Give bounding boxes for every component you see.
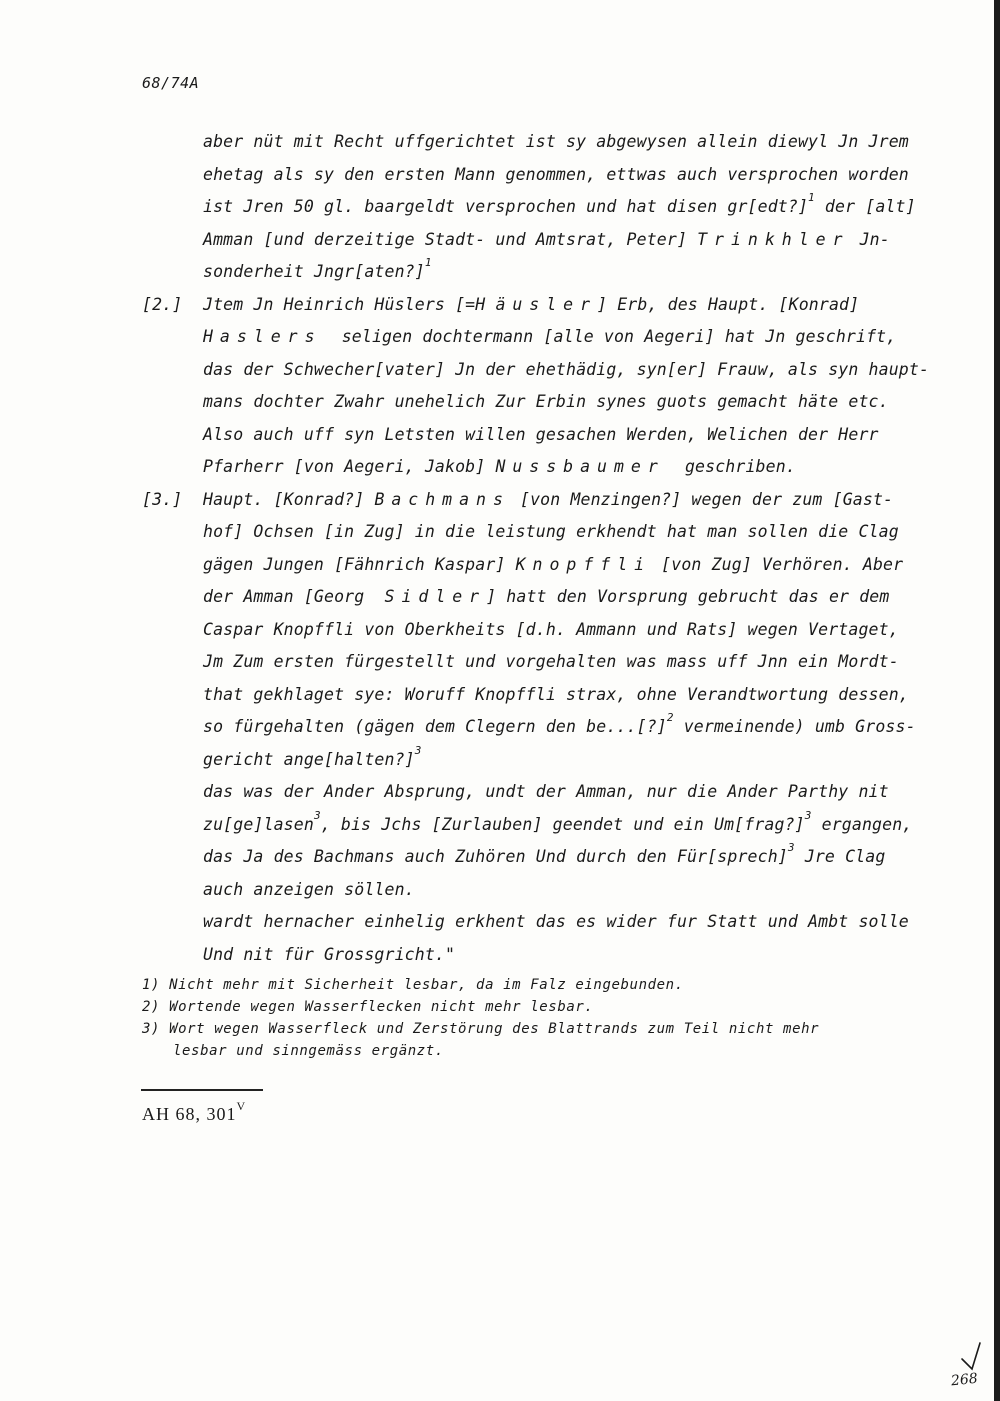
footnote-ref: 2 [666, 711, 674, 724]
footnote-ref: 1 [424, 256, 432, 269]
text-line: [2.] Jtem Jn Heinrich Hüslers [=H äusler] Erb, des Haupt. [Konrad] [142, 289, 922, 322]
text-line: Also auch uff syn Letsten willen gesachen Werden, Welichen der Herr [203, 424, 879, 444]
text-line: Caspar Knopffli von Oberkheits [d.h. Ammann und Rats] wegen Vertaget, [203, 619, 899, 639]
text-line: gägen Jungen [Fähnrich Kaspar] Knopffli [von Zug] Verhören. Aber [203, 554, 904, 574]
footnote-ref: 1 [808, 191, 815, 204]
footnote-ref: 3 [414, 743, 422, 757]
text-line: gericht ange[halten?]$^3$ [203, 743, 422, 769]
footnote-ref: 3 [313, 808, 321, 822]
spaced-name: Haslers [203, 327, 322, 346]
spaced-name: Nussbaumer [495, 457, 665, 476]
source-divider [141, 1089, 263, 1091]
text-line: auch anzeigen söllen. [203, 879, 415, 899]
entry-marker: [2.] [142, 294, 183, 314]
text-line: Amman [und derzeitige Stadt- und Amtsrat, Peter] Trinkhler Jn- [203, 229, 890, 249]
text-line: der Amman [Georg Sidler] hatt den Vorsprung gebrucht das er dem [203, 587, 890, 606]
footnote: 3) Wort wegen Wasserfleck und Zerstörung des Blattrands zum Teil nicht mehr [142, 1021, 820, 1037]
text-line: das Ja des Bachmans auch Zuhören Und durch den Für[sprech]$^3$ Jre Clag [203, 841, 886, 866]
text-line: mans dochter Zwahr unehelich Zur Erbin synes guots gemacht häte etc. [203, 392, 889, 411]
entry-marker: [3.] [142, 489, 183, 509]
footnote: 1) Nicht mehr mit Sicherheit lesbar, da im Falz eingebunden. [142, 977, 684, 993]
text-line: das was der Ander Absprung, undt der Amman, nur die Ander Parthy nit [203, 782, 889, 801]
text-line: zu[ge]lasen$^3$, bis Jchs [Zurlauben] geendet und ein Um[frag?]$^3$ ergangen, [203, 808, 913, 834]
spaced-name: Bachmans [374, 489, 510, 509]
page-edge-shadow [994, 0, 1000, 1401]
text-line: that gekhlaget sye: Woruff Knopffli strax, ohne Verandtwortung dessen, [203, 684, 909, 704]
spaced-name: Knopffli [515, 554, 652, 574]
text-line: so fürgehalten (gägen dem Clegern den be...[?]$^2$ vermeinende) umb Gross- [203, 711, 916, 736]
footnote-ref: 3 [804, 808, 812, 822]
footnote-ref: 3 [787, 841, 795, 854]
footnote: 2) Wortende wegen Wasserflecken nicht mehr lesbar. [142, 999, 594, 1015]
spaced-name: Trinkhler [697, 229, 850, 249]
text-line: sonderheit Jngr[aten?]$^1$ [203, 256, 432, 281]
text-line: aber nüt mit Recht uffgerichtet ist sy abgewysen allein diewyl Jn Jrem [203, 132, 909, 151]
text-line: Pfarherr [von Aegeri, Jakob] Nussbaumer geschriben. [203, 457, 796, 476]
source-reference: AH 68, $301^V$ [142, 1099, 247, 1124]
text-line: Haslers seligen dochtermann [alle von Aegeri] hat Jn geschrift, [203, 327, 897, 346]
transcription-body [142, 126, 930, 971]
text-line: hof] Ochsen [in Zug] in die leistung erkhendt hat man sollen die Clag [203, 522, 899, 541]
footnotes [142, 974, 819, 1062]
text-line: ist Jren 50 gl. baargeldt versprochen und hat disen gr[edt?]$^1$ der [alt] [203, 191, 916, 216]
text-line: wardt hernacher einhelig erkhent das es wider fur Statt und Ambt solle [203, 912, 909, 931]
text-line: Und nit für Grossgricht." [203, 944, 456, 964]
spaced-name: Sidler [384, 587, 487, 606]
archive-page-number: 268 [950, 1370, 979, 1390]
text-line: Jm Zum ersten fürgestellt und vorgehalten was mass uff Jnn ein Mordt- [203, 652, 899, 671]
text-line: das der Schwecher[vater] Jn der ehethädig, syn[er] Frauw, als syn haupt- [203, 359, 930, 379]
text-line: ehetag als sy den ersten Mann genommen, ettwas auch versprochen worden [203, 164, 909, 184]
page-number: 68/74A [142, 74, 200, 92]
spaced-name: äusler [495, 294, 598, 314]
footnote-continuation: lesbar und sinngemäss ergänzt. [173, 1043, 444, 1059]
text-line: [3.] Haupt. [Konrad?] Bachmans [von Menzingen?] wegen der zum [Gast- [142, 484, 922, 517]
